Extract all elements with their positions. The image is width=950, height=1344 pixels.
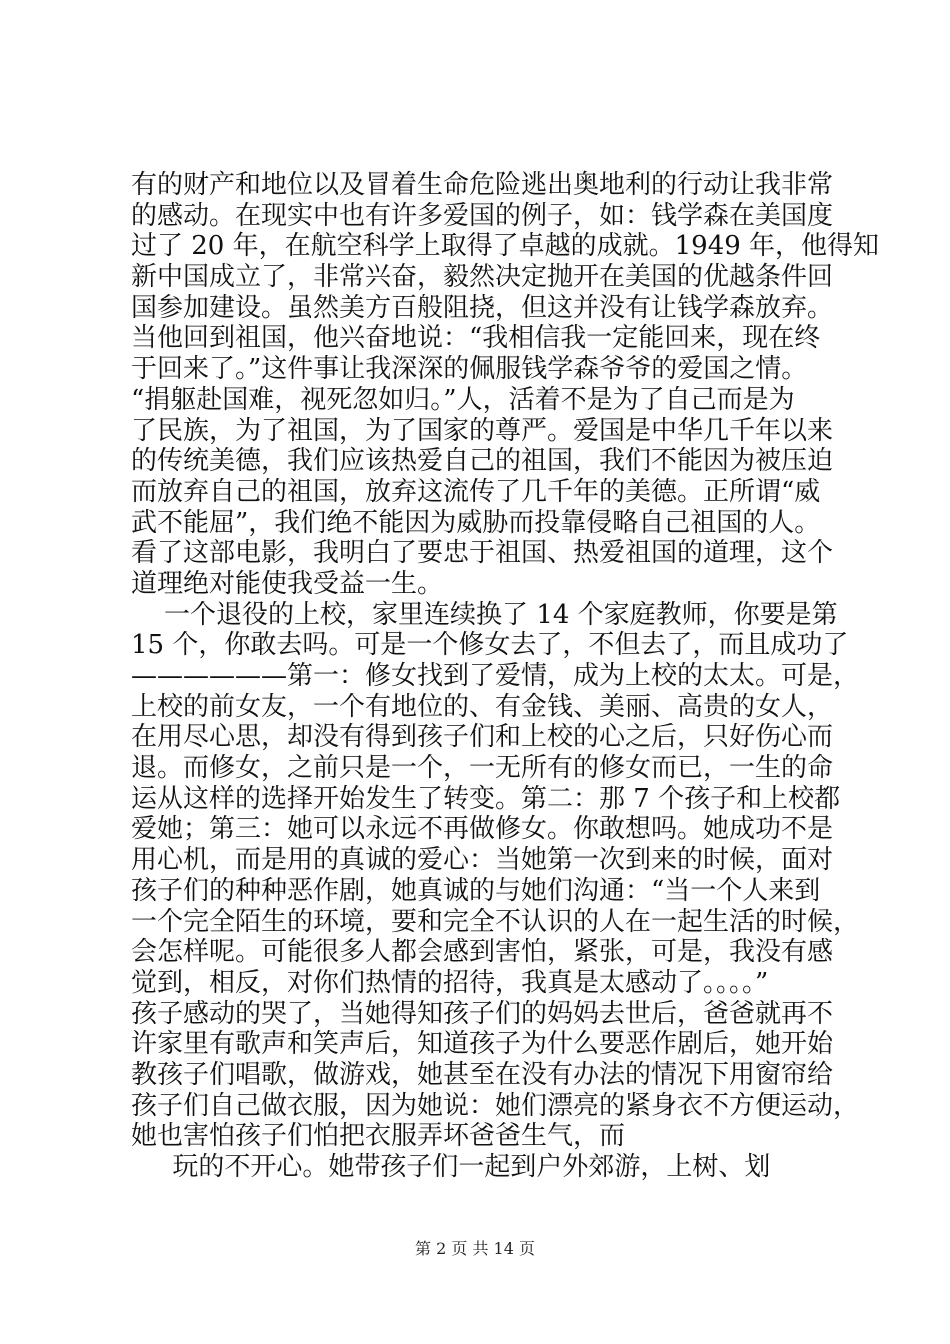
- text-line: 运从这样的选择开始发生了转变。第二：那 7 个孩子和上校都: [131, 783, 841, 814]
- text-line: 过了 20 年，在航空科学上取得了卓越的成就。1949 年，他得知: [131, 231, 880, 262]
- text-line: 会怎样呢。可能很多人都会感到害怕，紧张，可是，我没有感: [131, 937, 834, 968]
- text-line: 教孩子们唱歌，做游戏，她甚至在没有办法的情况下用窗帘给: [131, 1059, 834, 1090]
- text-line: 许家里有歌声和笑声后，知道孩子为什么要恶作剧后，她开始: [131, 1029, 834, 1060]
- text-line: 而放弃自己的祖国，放弃这流传了几千年的美德。正所谓“威: [131, 476, 821, 507]
- text-line: 玩的不开心。她带孩子们一起到户外郊游，上树、划: [131, 1152, 771, 1182]
- text-line: 于回来了。”这件事让我深深的佩服钱学森爷爷的爱国之情。: [131, 354, 808, 385]
- text-line: 的感动。在现实中也有许多爱国的例子，如：钱学森在美国度: [131, 200, 834, 231]
- text-line: 上校的前女友，一个有地位的、有金钱、美丽、高贵的女人，: [131, 691, 834, 722]
- text-line: 武不能屈”，我们绝不能因为威胁而投靠侵略自己祖国的人。: [131, 507, 821, 538]
- text-line: 退。而修女，之前只是一个，一无所有的修女而已，一生的命: [131, 753, 834, 784]
- text-line: 用心机，而是用的真诚的爱心：当她第一次到来的时候，面对: [131, 845, 834, 876]
- text-line: 15 个，你敢去吗。可是一个修女去了，不但去了，而且成功了: [131, 630, 849, 661]
- text-line: ——————第一：修女找到了爱情，成为上校的太太。可是，: [131, 661, 860, 691]
- text-line: 爱她；第三：她可以永远不再做修女。你敢想吗。她成功不是: [131, 814, 834, 845]
- document-body: [131, 170, 880, 1183]
- text-line: 看了这部电影，我明白了要忠于祖国、热爱祖国的道理，这个: [131, 538, 834, 569]
- text-line: 觉到，相反，对你们热情的招待，我真是太感动了。。。。”: [131, 967, 769, 998]
- text-line: 了民族，为了祖国，为了国家的尊严。爱国是中华几千年以来: [131, 415, 834, 446]
- text-line: 她也害怕孩子们怕把衣服弄坏爸爸生气，而: [131, 1121, 626, 1152]
- text-line: 当他回到祖国，他兴奋地说：“我相信我一定能回来，现在终: [131, 323, 821, 354]
- text-line: “捐躯赴国难，视死忽如归。”人，活着不是为了自己而是为: [131, 384, 795, 415]
- page-number-footer: 第 2 页 共 14 页: [415, 1239, 535, 1258]
- text-line: 在用尽心思，却没有得到孩子们和上校的心之后，只好伤心而: [131, 722, 834, 753]
- text-line: 一个完全陌生的环境，要和完全不认识的人在一起生活的时候，: [131, 906, 860, 937]
- text-line: 道理绝对能使我受益一生。: [131, 568, 444, 599]
- text-line: 国参加建设。虽然美方百般阻挠，但这并没有让钱学森放弃。: [131, 292, 834, 323]
- text-line: 孩子们自己做衣服，因为她说：她们漂亮的紧身衣不方便运动，: [131, 1090, 860, 1121]
- text-line: 新中国成立了，非常兴奋，毅然决定抛开在美国的优越条件回: [131, 262, 834, 293]
- text-line: 一个退役的上校，家里连续换了 14 个家庭教师，你要是第: [131, 599, 838, 630]
- text-line: 有的财产和地位以及冒着生命危险逃出奥地利的行动让我非常: [131, 170, 834, 200]
- text-line: 孩子感动的哭了，当她得知孩子们的妈妈去世后，爸爸就再不: [131, 998, 834, 1029]
- text-line: 的传统美德，我们应该热爱自己的祖国，我们不能因为被压迫: [131, 446, 834, 477]
- text-line: 孩子们的种种恶作剧，她真诚的与她们沟通：“当一个人来到: [131, 875, 821, 906]
